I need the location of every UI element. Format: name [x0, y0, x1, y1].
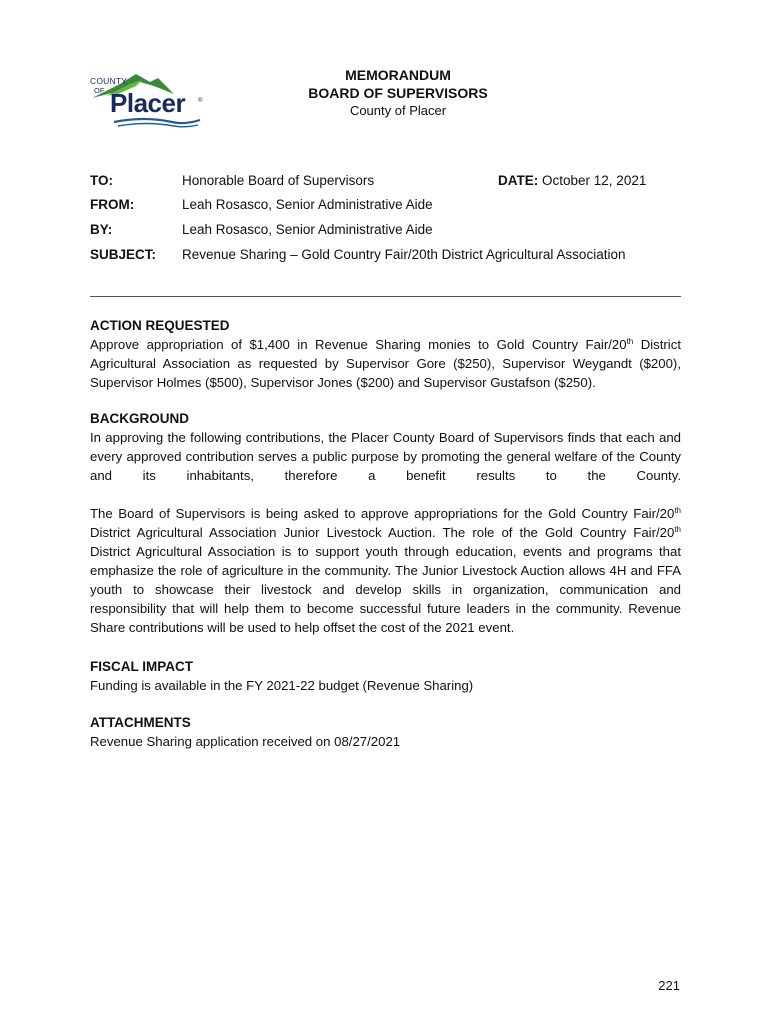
logo-registered-mark: ®: [198, 98, 203, 104]
divider-line: [90, 296, 681, 297]
from-row: [90, 197, 690, 215]
to-row: [90, 173, 690, 191]
placer-county-logo: [84, 68, 208, 130]
to-value: Honorable Board of Supervisors: [182, 173, 375, 188]
subject-row: [90, 247, 690, 265]
action-heading: ACTION REQUESTED: [90, 318, 230, 333]
logo-of-text: OF: [94, 86, 105, 95]
subject-value: Revenue Sharing – Gold Country Fair/20th District Agricultural Association: [182, 247, 626, 262]
from-label: FROM:: [90, 197, 135, 212]
by-value: Leah Rosasco, Senior Administrative Aide: [182, 222, 433, 237]
attachments-heading: ATTACHMENTS: [90, 715, 191, 730]
memo-title: MEMORANDUM: [345, 67, 451, 83]
by-row: [90, 222, 690, 240]
page-number: 221: [658, 978, 680, 993]
date-value: October 12, 2021: [542, 173, 647, 188]
background-heading: BACKGROUND: [90, 411, 189, 426]
background-paragraph-1: In approving the following contributions, the Placer County Board of Supervisors finds that each and every approved contribution serves a public purpose by promoting the general welfare of the County and its inhabitants, therefore a benefit results to the County.: [90, 430, 681, 483]
subject-label: SUBJECT:: [90, 247, 157, 262]
to-label: TO:: [90, 173, 113, 188]
memo-header: [230, 66, 566, 120]
fiscal-impact-section: [90, 657, 681, 695]
attachments-section: [90, 713, 681, 751]
fiscal-text: Funding is available in the FY 2021-22 budget (Revenue Sharing): [90, 678, 474, 693]
background-section: [90, 409, 681, 637]
fiscal-heading: FISCAL IMPACT: [90, 659, 193, 674]
attachments-text: Revenue Sharing application received on 08/27/2021: [90, 734, 401, 749]
date-field: [498, 173, 646, 188]
action-requested-section: [90, 316, 681, 392]
date-label: DATE:: [498, 173, 539, 188]
logo-placer-text: Placer: [110, 88, 186, 118]
action-text: Approve appropriation of $1,400 in Revenue Sharing monies to Gold Country Fair/20th District Agricultural Association as requested by Supervisor Gore ($250), Supervisor Weygandt ($200), Supervisor Holmes ($500), Supervisor Jones ($200) and Supervisor Gustafson ($250).: [90, 337, 681, 390]
from-value: Leah Rosasco, Senior Administrative Aide: [182, 197, 433, 212]
background-paragraph-2: The Board of Supervisors is being asked to approve appropriations for the Gold Country Fair/20th District Agricultural Association Junior Livestock Auction. The role of the Gold Country Fair/20th District Agricultural Association is to support youth through education, events and programs that emphasize the role of agriculture in the community. The Junior Livestock Auction allows 4H and FFA youth to showcase their livestock and develop skills in organization, communication and responsibility that will help them to become successful future leaders in the community. Revenue Share contributions will be used to help offset the cost of the 2021 event.: [90, 506, 681, 635]
by-label: BY:: [90, 222, 113, 237]
county-name: County of Placer: [349, 103, 447, 118]
logo-county-text: COUNTY: [90, 76, 128, 86]
board-title: BOARD OF SUPERVISORS: [308, 85, 488, 101]
